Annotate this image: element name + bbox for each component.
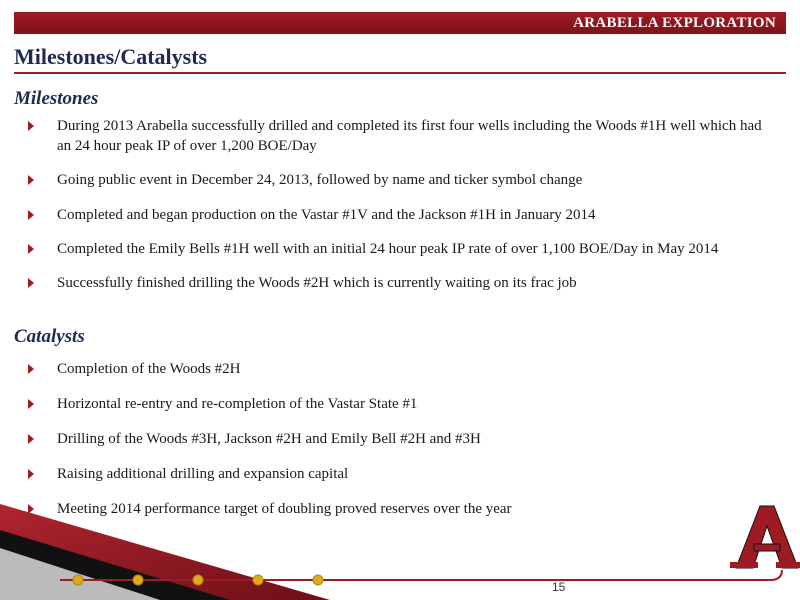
- catalysts-heading: Catalysts: [14, 326, 85, 347]
- list-item: Completed and began production on the Vastar #1V and the Jackson #1H in January 2014: [28, 205, 778, 225]
- gold-dot-icon: [193, 575, 203, 585]
- list-item: Raising additional drilling and expansion capital: [28, 464, 778, 484]
- page-title: Milestones/Catalysts: [14, 44, 208, 69]
- list-item: Drilling of the Woods #3H, Jackson #2H and Emily Bell #2H and #3H: [28, 429, 778, 449]
- gold-dot-icon: [253, 575, 263, 585]
- arabella-logo-icon: [730, 506, 800, 568]
- gold-dot-icon: [133, 575, 143, 585]
- list-item: Completion of the Woods #2H: [28, 359, 778, 379]
- gold-dot-icon: [313, 575, 323, 585]
- list-item: Successfully finished drilling the Woods #2H which is currently waiting on its frac job: [28, 273, 778, 293]
- list-item: During 2013 Arabella successfully drilled and completed its first four wells including the Woods #1H well which had an 24 hour peak IP of over 1,200 BOE/Day: [28, 116, 778, 156]
- gold-dot-icon: [73, 575, 83, 585]
- page-number: 15: [552, 580, 566, 594]
- company-name: ARABELLA EXPLORATION: [573, 15, 776, 31]
- milestones-heading: Milestones: [14, 88, 99, 109]
- list-item: Horizontal re-entry and re-completion of the Vastar State #1: [28, 394, 778, 414]
- list-item: Completed the Emily Bells #1H well with an initial 24 hour peak IP rate of over 1,100 BOE/Day in May 2014: [28, 239, 778, 259]
- list-item: Meeting 2014 performance target of doubling proved reserves over the year: [28, 499, 778, 519]
- list-item: Going public event in December 24, 2013, followed by name and ticker symbol change: [28, 170, 778, 190]
